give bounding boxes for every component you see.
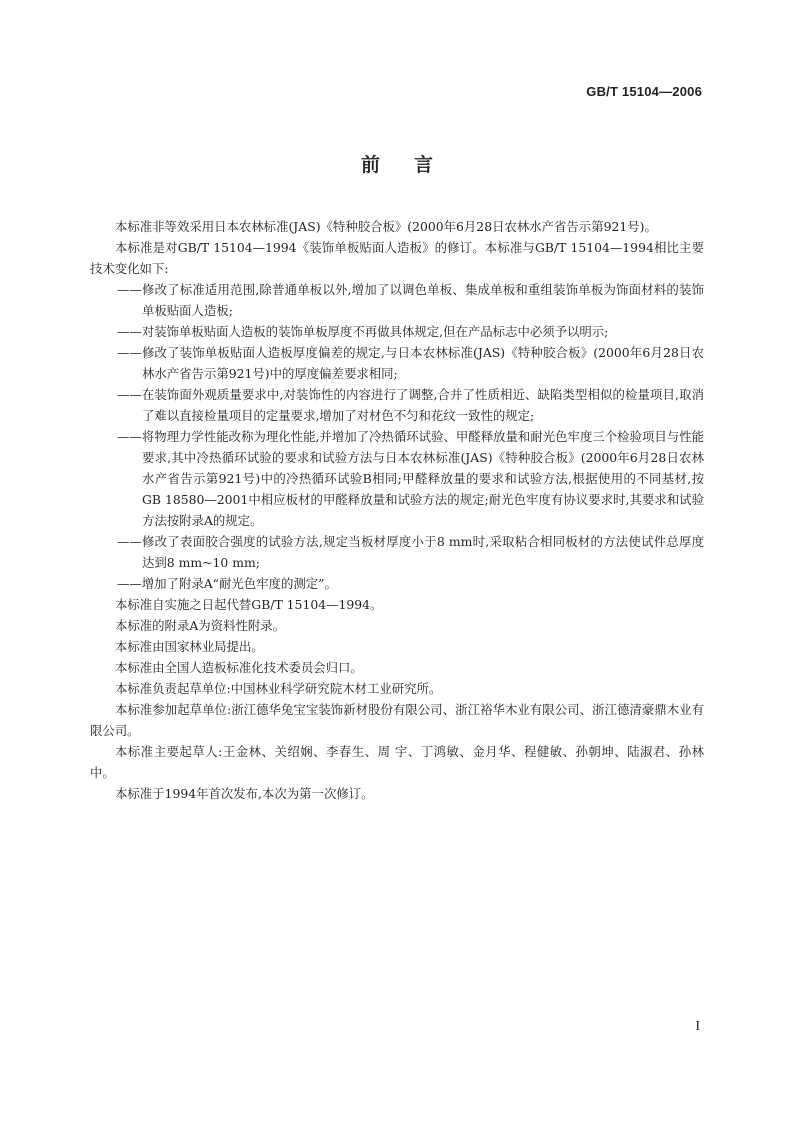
paragraph: 本标准主要起草人:王金林、关绍娴、李春生、周 宇、丁鸿敏、金月华、程健敏、孙朝坤、陆淑君、孙林中。 xyxy=(90,744,704,780)
standard-code: GB/T 15104—2006 xyxy=(586,84,702,99)
foreword-body xyxy=(90,216,704,804)
paragraph: 本标准由国家林业局提出。 xyxy=(115,639,264,654)
change-item: ——在装饰面外观质量要求中,对装饰性的内容进行了调整,合并了性质相近、缺陷类型相似的检量项目,取消了难以直接检量项目的定量要求,增加了对材色不匀和花纹一致性的规定; xyxy=(117,387,704,423)
page-title: 前言 xyxy=(360,154,467,176)
change-item: ——增加了附录A“耐光色牢度的测定”。 xyxy=(117,576,337,591)
change-item: ——修改了表面胶合强度的试验方法,规定当板材厚度小于8 mm时,采取粘合相同板材的方法使试件总厚度达到8 mm~10 mm; xyxy=(117,534,704,570)
change-item: ——将物理力学性能改称为理化性能,并增加了冷热循环试验、甲醛释放量和耐光色牢度三个检验项目与性能要求,其中冷热循环试验的要求和试验方法与日本农林标准(JAS)《特种胶合板》(2000年6月28日农林水产省告示第921号)中的冷热循环试验B相同;甲醛释放量的要求和试验方法,根据使用的不同基材,按GB 18580—2001中相应板材的甲醛释放量和试验方法的规定;耐光色牢度有协议要求时,其要求和试验方法按附录A的规定。 xyxy=(117,429,704,528)
change-item: ——修改了标准适用范围,除普通单板以外,增加了以调色单板、集成单板和重组装饰单板为饰面材料的装饰单板贴面人造板; xyxy=(117,282,704,318)
paragraph: 本标准非等效采用日本农林标准(JAS)《特种胶合板》(2000年6月28日农林水产省告示第921号)。 xyxy=(115,219,657,234)
paragraph: 本标准是对GB/T 15104—1994《装饰单板贴面人造板》的修订。本标准与GB/T 15104—1994相比主要技术变化如下: xyxy=(90,240,704,276)
paragraph: 本标准的附录A为资料性附录。 xyxy=(115,618,286,633)
paragraph: 本标准由全国人造板标准化技术委员会归口。 xyxy=(115,660,363,675)
paragraph: 本标准自实施之日起代替GB/T 15104—1994。 xyxy=(115,597,383,612)
paragraph: 本标准负责起草单位:中国林业科学研究院木材工业研究所。 xyxy=(115,681,442,696)
paragraph: 本标准于1994年首次发布,本次为第一次修订。 xyxy=(115,786,374,801)
paragraph: 本标准参加起草单位:浙江德华兔宝宝装饰新材股份有限公司、浙江裕华木业有限公司、浙江德清豪鼎木业有限公司。 xyxy=(90,702,704,738)
change-item: ——修改了装饰单板贴面人造板厚度偏差的规定,与日本农林标准(JAS)《特种胶合板》(2000年6月28日农林水产省告示第921号)中的厚度偏差要求相同; xyxy=(117,345,704,381)
change-item: ——对装饰单板贴面人造板的装饰单板厚度不再做具体规定,但在产品标志中必须予以明示; xyxy=(117,324,609,339)
page-number: I xyxy=(695,1019,700,1034)
